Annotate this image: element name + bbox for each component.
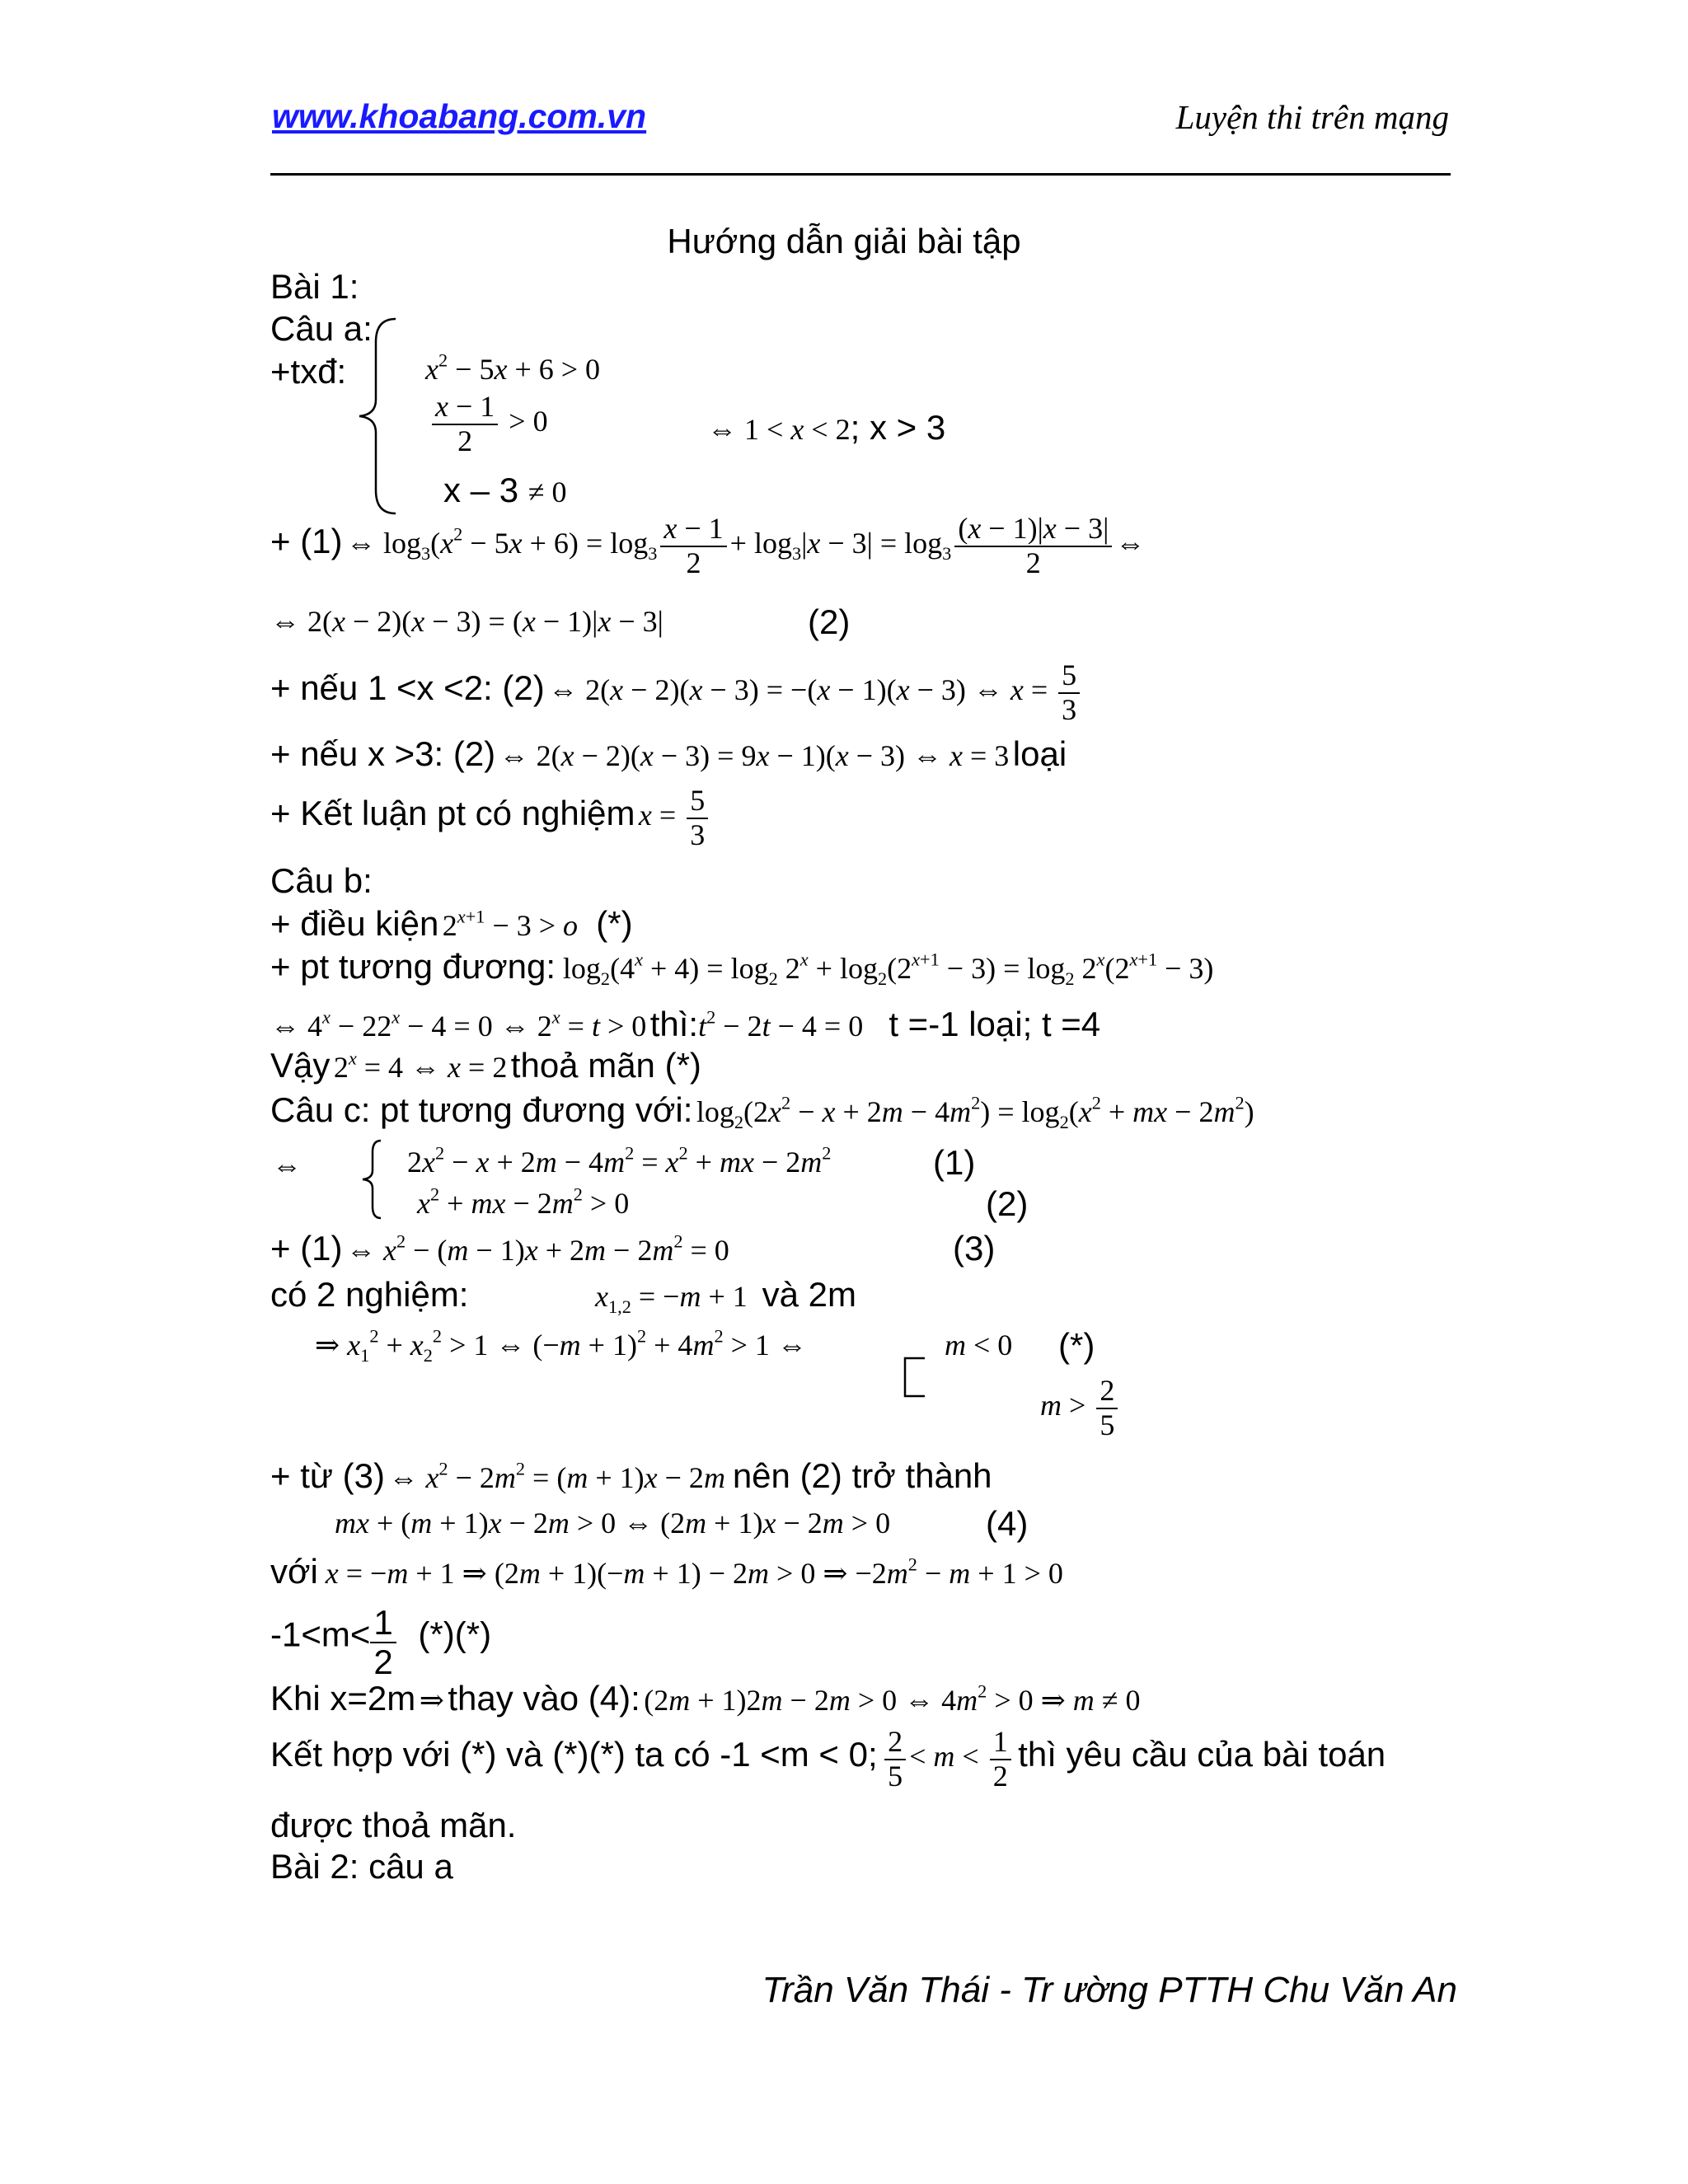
tag-3: (3)	[953, 1229, 996, 1268]
range1-line: -1<m< $\frac{1}{2}$ (*)(*)	[270, 1603, 492, 1682]
page-title: Hướng dẫn giải bài tập	[667, 222, 1021, 260]
cau-a-heading: Câu a:	[270, 309, 373, 348]
txd-ineq-2: $\frac{x - 1}{2}$ > 0	[429, 391, 548, 457]
substitution-line: ⇔ $4^x - 22^x - 4 = 0$ ⇔ $2^x = t > 0$ $thì:t^2 - 2t - 4 = 0$ t =-1 loại; t =4	[270, 1005, 1101, 1043]
site-link[interactable]: www.khoabang.com.vn	[272, 97, 647, 135]
or-bracket	[900, 1357, 928, 1399]
footer-author: Trần Văn Thái - Tr ường PTTH Chu Văn An	[762, 1970, 1457, 2010]
eq1-line: + (1) ⇔ $\log_3(x^2 - 5x + 6) = \log_3$ $\frac{x - 1}{2}$ + $\log_3|x - 3| = \log_3$ $\frac{(x - 1)|x - 3|}{2}$ ⇔	[270, 512, 1146, 579]
tag-4: (4)	[986, 1504, 1029, 1543]
equiv-symbol: ⇔	[272, 1149, 302, 1182]
txd-label: +txđ:	[270, 352, 347, 391]
sum-squares-line: ⇒ $x_1^2 + x_2^2 > 1$ ⇔ $(-m + 1)^2 + 4m^2 > 1$ ⇔	[315, 1325, 807, 1366]
eq2-tag: (2)	[808, 602, 851, 641]
star-tag: (*)	[1058, 1326, 1095, 1365]
system-c-brace	[359, 1139, 384, 1220]
with-line: với x = −m + 1 ⇒ (2m + 1)(−m + 1) − 2m > 0 ⇒ $-2m^2 - m + 1 > 0$	[270, 1552, 1063, 1591]
txd-ineq-3: x – 3 ≠ 0	[443, 471, 567, 509]
khi-line: Khi x=2m ⇒ thay vào (4): (2m + 1)2m − 2m > 0 ⇔ $4m^2 > 0$ ⇒ m ≠ 0	[270, 1679, 1141, 1718]
header-rule	[270, 173, 1451, 176]
vay-line: Vậy $2^x = 4$ ⇔ x = 2 thoả mãn (*)	[270, 1046, 701, 1085]
combine-line: Kết hợp với (*) và (*)(*) ta có -1 <m < 0; $\frac{2}{5}$ < m < $\frac{1}{2}$ thì yêu cầu của bài toán	[270, 1725, 1386, 1793]
c-eq1-line: + (1) ⇔ $x^2 - (m - 1)x + 2m - 2m^2 = 0$	[270, 1229, 729, 1268]
satisfied-line: được thoả mãn.	[270, 1806, 517, 1844]
ineq4-line: mx + (m + 1)x − 2m > 0 ⇔ (2m + 1)x − 2m > 0	[335, 1507, 891, 1540]
condition-line: + điều kiện $2^{x+1} - 3 > o$ (*)	[270, 904, 633, 943]
case-m-lt-0: m < 0	[945, 1329, 1013, 1361]
tag-2: (2)	[986, 1184, 1029, 1223]
txd-ineq-1: $x^2 - 5x + 6 > 0$	[425, 349, 601, 386]
cau-b-heading: Câu b:	[270, 861, 373, 900]
txd-result: ⇔ 1 < x < 2; x > 3	[707, 408, 946, 447]
case2-line: + nếu x >3: (2) ⇔ 2(x − 2)(x − 3) = 9x − 1)(x − 3) ⇔ x = 3 loại	[270, 734, 1067, 773]
system-c-eq1: $2x^2 - x + 2m - 4m^2 = x^2$ + mx − $2m^2$	[407, 1142, 832, 1179]
case1-line: + nếu 1 <x <2: (2) ⇔ 2(x − 2)(x − 3) = −(x − 1)(x − 3) ⇔ x = $\frac{5}{3}$	[270, 659, 1083, 726]
eq2-line: ⇔ 2(x − 2)(x − 3) = (x − 1)|x − 3|	[270, 605, 663, 638]
tag-1: (1)	[933, 1143, 976, 1182]
system-c-eq2: $x^2$ + mx − $2m^2 > 0$	[417, 1183, 630, 1220]
equiv-line: + pt tương đương: $\log_2(4^x + 4) = \log_2 2^x + \log_2(2^{x+1} - 3) = \log_2 2^x(2^{x+1} - 3)$	[270, 947, 1214, 989]
bai2-heading: Bài 2: câu a	[270, 1847, 453, 1886]
system-brace	[356, 317, 397, 515]
has-two-roots: có 2 nghiệm:	[270, 1275, 469, 1314]
from3-line: + từ (3) ⇔ $x^2 - 2m^2 = (m + 1)x - 2m$ nên (2) trở thành	[270, 1456, 992, 1495]
bai1-heading: Bài 1:	[270, 267, 359, 306]
header-tagline: Luyện thi trên mạng	[1175, 98, 1449, 136]
case-m-gt-2-5: m > $\frac{2}{5}$	[1040, 1375, 1121, 1441]
cau-c-line: Câu c: pt tương đương với: $\log_2(2x^2 - x + 2m - 4m^2) = \log_2(x^2$ + mx − $2m^2$)	[270, 1090, 1254, 1132]
conclusion-line: + Kết luận pt có nghiệm x = $\frac{5}{3}$	[270, 785, 711, 851]
roots-line: $x_{1,2} = -m + 1$ và 2m	[595, 1275, 856, 1317]
